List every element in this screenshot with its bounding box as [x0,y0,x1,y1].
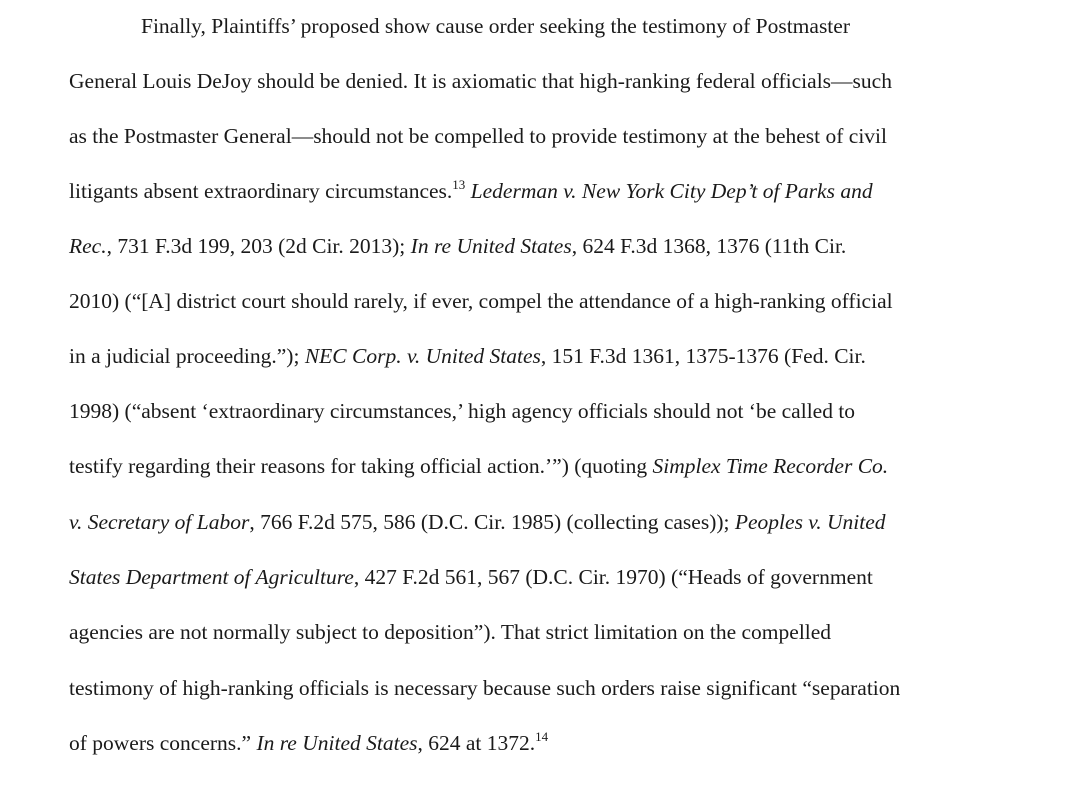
case-citation: Simplex Time Recorder Co. [652,454,889,478]
paragraph-line [69,396,1059,426]
text-run: , 766 F.2d 575, 586 (D.C. Cir. 1985) (collecting cases)); [249,510,735,534]
text-run: litigants absent extraordinary circumstances. [69,179,453,203]
footnote-ref[interactable]: 14 [535,728,549,744]
footnote-ref[interactable]: 13 [452,176,466,192]
paragraph-line [69,231,1059,261]
text-run: in a judicial proceeding.”); [69,344,305,368]
case-citation: Peoples v. United [734,510,886,534]
text-run: , 151 F.3d 1361, 1375-1376 (Fed. Cir. [540,344,866,368]
case-citation: Lederman v. New York City Dep’t of Parks and [470,179,873,203]
paragraph-line [69,451,1059,481]
paragraph-line [69,617,1059,647]
paragraph-line [69,176,1059,206]
case-citation: Rec. [69,234,107,258]
text-run: , 731 F.3d 199, 203 (2d Cir. 2013); [106,234,411,258]
text-run: testify regarding their reasons for taking official action.’”) (quoting [69,454,653,478]
case-citation: v. Secretary of Labor [69,510,250,534]
paragraph-line [69,728,1059,758]
paragraph-line [69,341,1059,371]
text-run: , 624 at 1372. [417,731,536,755]
paragraph-line [69,66,1059,96]
text-run: Finally, Plaintiffs’ proposed show cause order seeking the testimony of Postmaster [141,14,850,38]
text-run: testimony of high-ranking officials is necessary because such orders raise significant “separation [69,676,901,700]
paragraph-line [141,11,1070,41]
text-run: General Louis DeJoy should be denied. It is axiomatic that high-ranking federal officials—such [69,69,892,93]
text-run: 1998) (“absent ‘extraordinary circumstances,’ high agency officials should not ‘be called to [69,399,856,423]
paragraph-line [69,507,1059,537]
paragraph-line [69,673,1059,703]
paragraph-line [69,286,1059,316]
case-citation: In re United States [256,731,418,755]
text-run: 2010) (“[A] district court should rarely, if ever, compel the attendance of a high-ranking official [69,289,893,313]
text-run: of powers concerns.” [69,731,257,755]
paragraph-line [69,121,1059,151]
text-run: agencies are not normally subject to deposition”). That strict limitation on the compelled [69,620,832,644]
paragraph-line [69,562,1059,592]
text-run: , 624 F.3d 1368, 1376 (11th Cir. [571,234,847,258]
case-citation: In re United States [410,234,572,258]
case-citation: States Department of Agriculture [69,565,354,589]
text-run: , 427 F.2d 561, 567 (D.C. Cir. 1970) (“Heads of government [353,565,873,589]
case-citation: NEC Corp. v. United States [304,344,541,368]
text-run: as the Postmaster General—should not be compelled to provide testimony at the behest of civil [69,124,888,148]
